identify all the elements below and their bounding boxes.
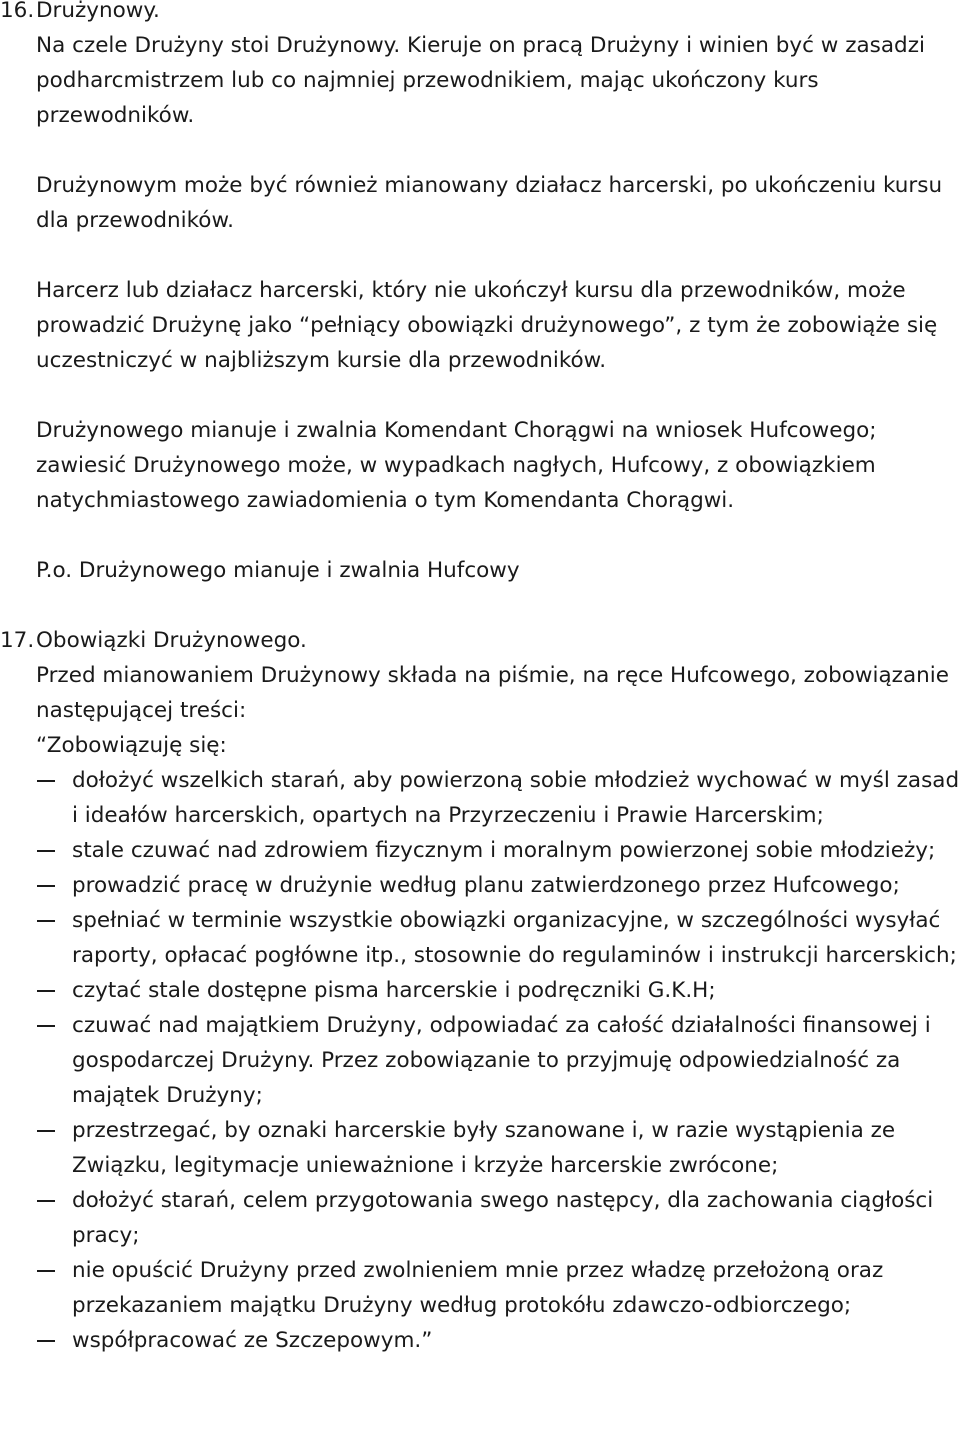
list-item-text: spełniać w terminie wszystkie obowiązki organizacyjne, w szczególności wysyłać raporty, opłacać pogłówne itp., stosownie do regulaminów i instrukcji harcerskich; bbox=[72, 908, 957, 968]
intro-paragraph: Przed mianowaniem Drużynowy składa na piśmie, na ręce Hufcowego, zobowiązanie następującej treści: bbox=[36, 663, 949, 723]
list-item bbox=[0, 868, 960, 903]
paragraph: Harcerz lub działacz harcerski, który nie ukończył kursu dla przewodników, może prowadzić Drużynę jako “pełniący obowiązki drużynowego”, z tym że zobowiąże się uczestniczyć w najbliższym kursie dla przewodników. bbox=[36, 278, 938, 373]
list-item bbox=[0, 1183, 960, 1253]
dash-bullet-icon bbox=[0, 973, 72, 1008]
list-item bbox=[0, 833, 960, 868]
list-item-text: przestrzegać, by oznaki harcerskie były szanowane i, w razie wystąpienia ze Związku, legitymacje unieważnione i krzyże harcerskie zwrócone; bbox=[72, 1118, 896, 1178]
dash-bullet-icon bbox=[0, 1008, 72, 1113]
list-item-text: dołożyć starań, celem przygotowania swego następcy, dla zachowania ciągłości pracy; bbox=[72, 1188, 934, 1248]
dash-bullet-icon bbox=[0, 1183, 72, 1253]
list-item bbox=[0, 1008, 960, 1113]
list-item-text: nie opuścić Drużyny przed zwolnieniem mnie przez władzę przełożoną oraz przekazaniem majątku Drużyny według protokółu zdawczo-odbiorczego; bbox=[72, 1258, 884, 1318]
obligations-list bbox=[0, 763, 960, 1358]
dash-bullet-icon bbox=[0, 1113, 72, 1183]
dash-bullet-icon bbox=[0, 1323, 72, 1358]
list-item-text: prowadzić pracę w drużynie według planu zatwierdzonego przez Hufcowego; bbox=[72, 873, 900, 898]
section-title: Obowiązki Drużynowego. bbox=[36, 628, 307, 653]
section-title: Drużynowy. bbox=[36, 0, 160, 23]
list-item bbox=[0, 903, 960, 973]
dash-bullet-icon bbox=[0, 1253, 72, 1323]
paragraph: Drużynowego mianuje i zwalnia Komendant Chorągwi na wniosek Hufcowego; zawiesić Drużynowego może, w wypadkach nagłych, Hufcowy, z obowiązkiem natychmiastowego zawiadomienia o tym Komendanta Chorągwi. bbox=[36, 418, 877, 513]
list-item bbox=[0, 1323, 960, 1358]
paragraph: Drużynowym może być również mianowany działacz harcerski, po ukończeniu kursu dla przewodników. bbox=[36, 173, 943, 233]
list-item bbox=[0, 763, 960, 833]
list-item-text: czytać stale dostępne pisma harcerskie i podręczniki G.K.H; bbox=[72, 978, 716, 1003]
list-item-text: stale czuwać nad zdrowiem fizycznym i moralnym powierzonej sobie młodzieży; bbox=[72, 838, 936, 863]
list-item-text: współpracować ze Szczepowym.” bbox=[72, 1328, 433, 1353]
section-number: 16. bbox=[0, 0, 35, 23]
dash-bullet-icon bbox=[0, 903, 72, 973]
section-16-heading bbox=[0, 0, 960, 28]
pledge-heading: “Zobowiązuję się: bbox=[36, 733, 227, 758]
section-17-heading bbox=[0, 623, 960, 658]
list-item-text: dołożyć wszelkich starań, aby powierzoną sobie młodzież wychować w myśl zasad i ideałów harcerskich, opartych na Przyrzeczeniu i Prawie Harcerskim; bbox=[72, 768, 960, 828]
paragraph: P.o. Drużynowego mianuje i zwalnia Hufcowy bbox=[36, 558, 520, 583]
dash-bullet-icon bbox=[0, 868, 72, 903]
dash-bullet-icon bbox=[0, 763, 72, 833]
list-item bbox=[0, 973, 960, 1008]
list-item bbox=[0, 1113, 960, 1183]
list-item bbox=[0, 1253, 960, 1323]
dash-bullet-icon bbox=[0, 833, 72, 868]
section-number: 17. bbox=[0, 628, 35, 653]
list-item-text: czuwać nad majątkiem Drużyny, odpowiadać za całość działalności finansowej i gospodarczej Drużyny. Przez zobowiązanie to przyjmuję odpowiedzialność za majątek Drużyny; bbox=[72, 1013, 931, 1108]
paragraph: Na czele Drużyny stoi Drużynowy. Kieruje on pracą Drużyny i winien być w zasadzi podharcmistrzem lub co najmniej przewodnikiem, mając ukończony kurs przewodników. bbox=[36, 33, 925, 128]
